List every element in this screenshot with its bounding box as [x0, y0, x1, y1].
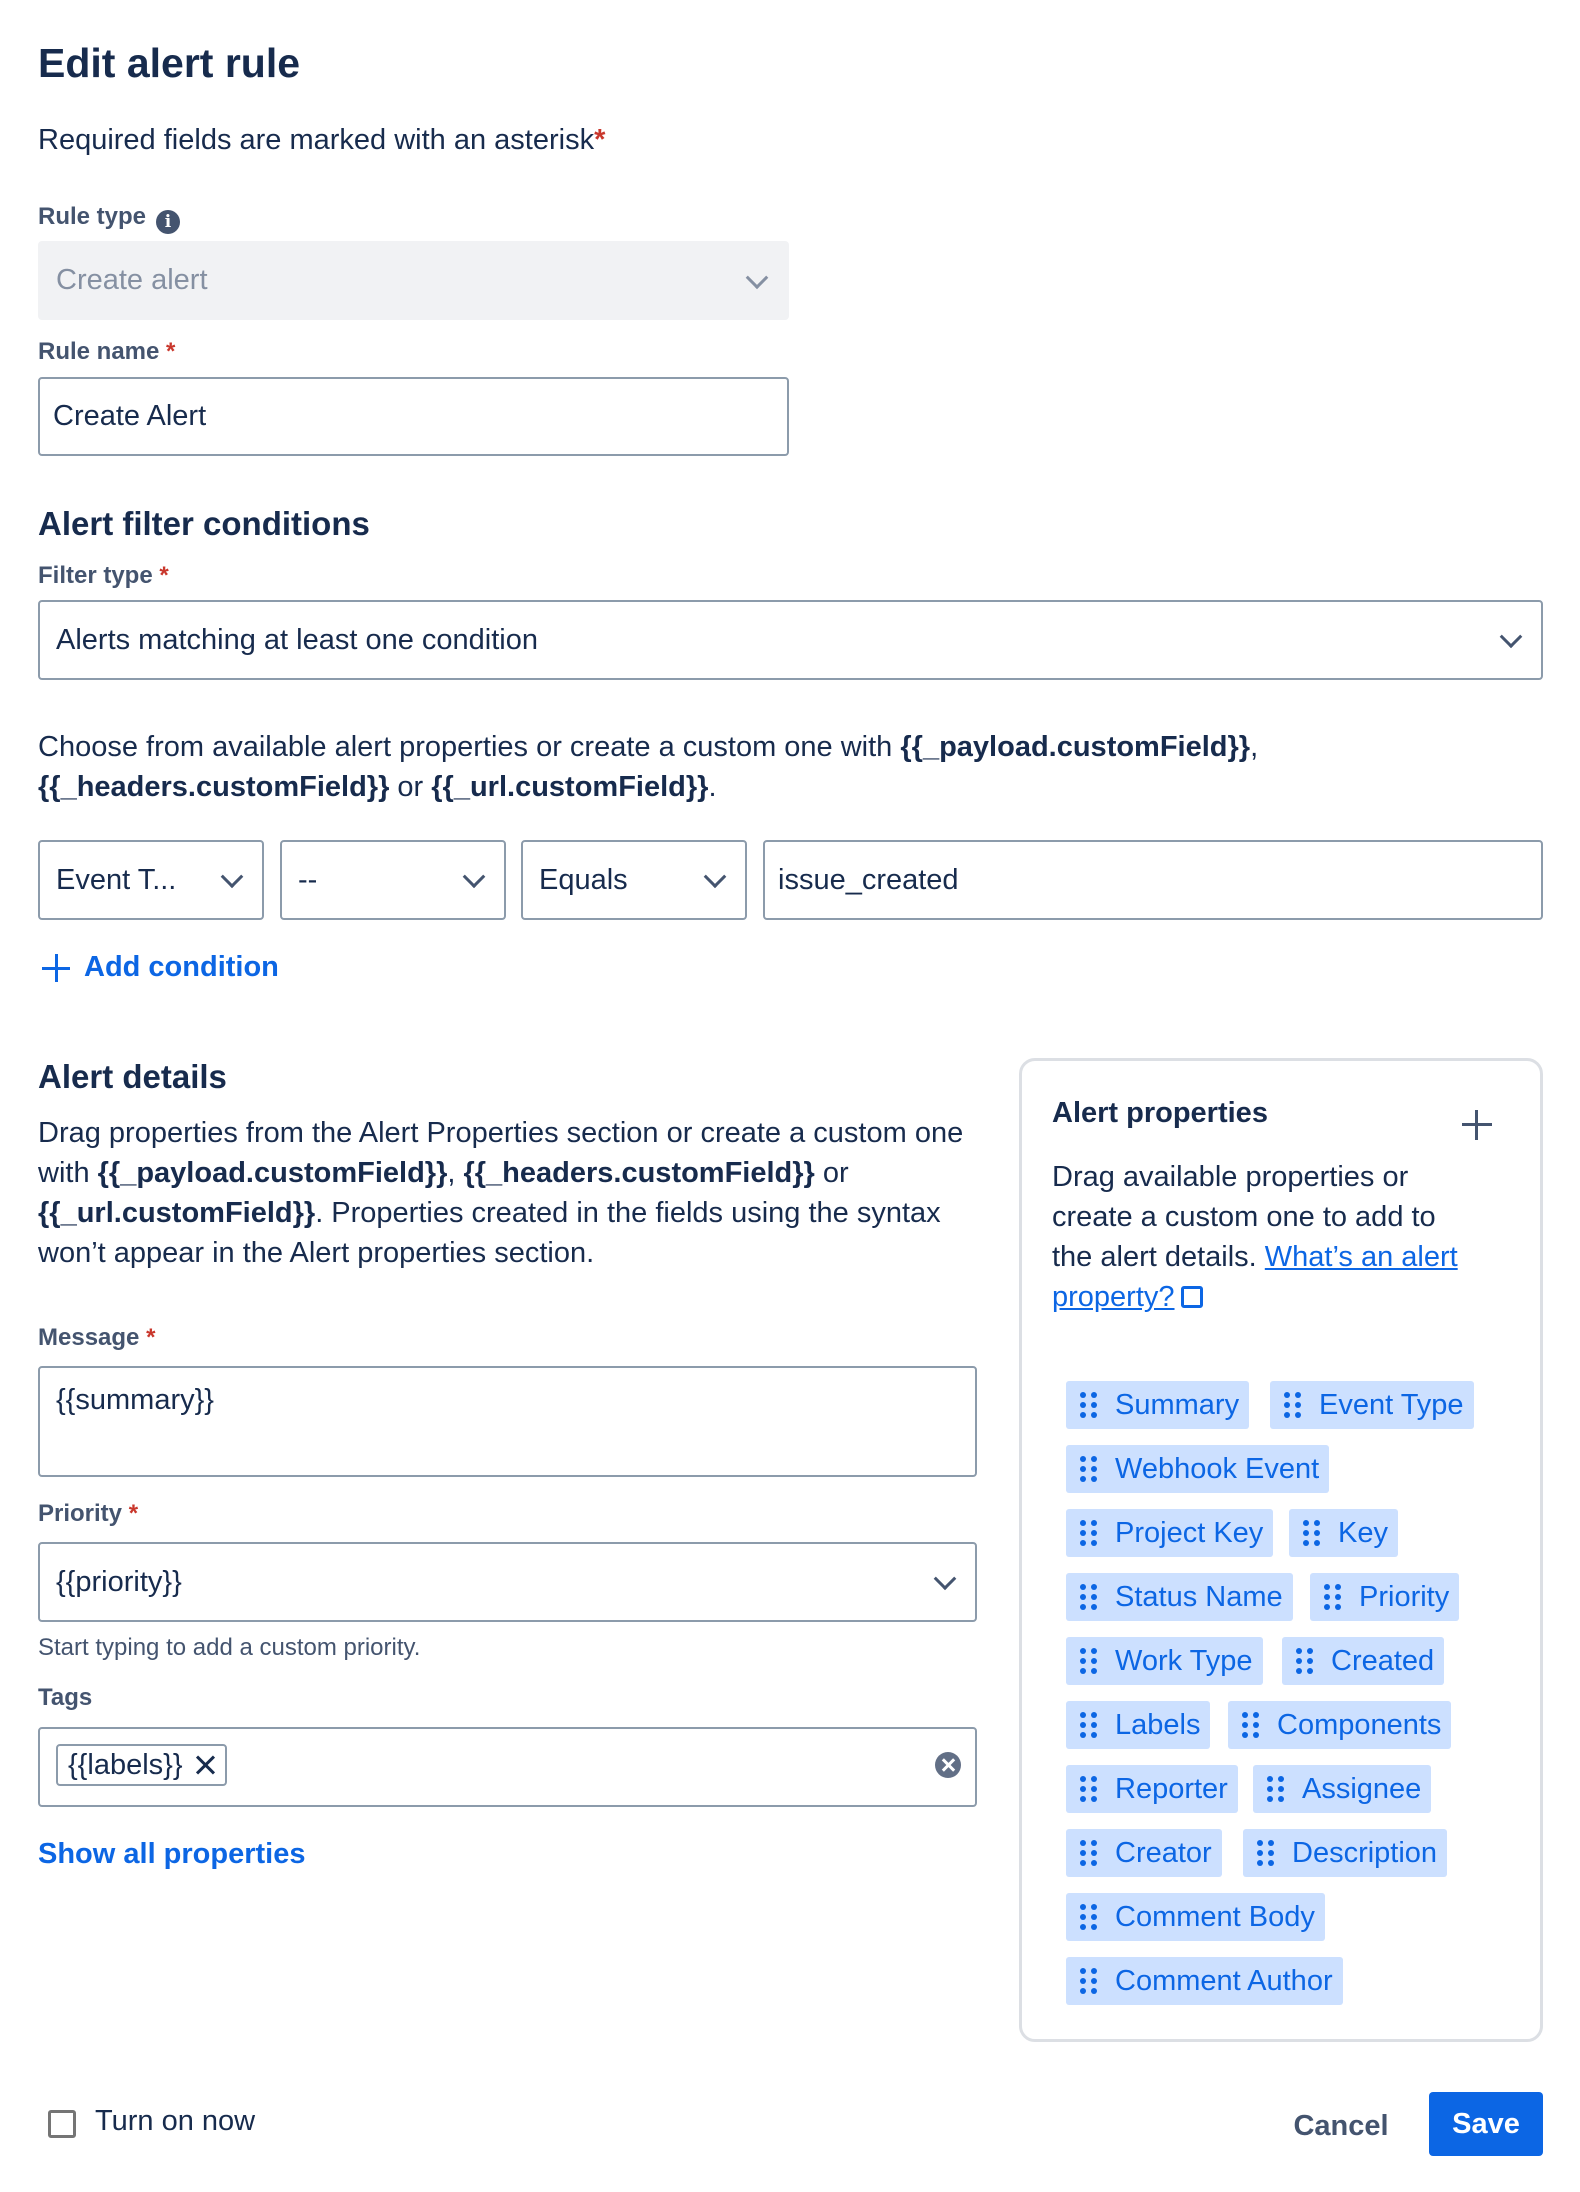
chevron-down-icon — [746, 266, 769, 289]
property-chip[interactable]: Status Name — [1066, 1573, 1293, 1621]
property-chip[interactable]: Assignee — [1253, 1765, 1431, 1813]
property-chip[interactable]: Project Key — [1066, 1509, 1273, 1557]
drag-handle-icon — [1284, 1392, 1301, 1418]
property-chip[interactable]: Event Type — [1270, 1381, 1474, 1429]
rule-name-input[interactable] — [38, 377, 789, 456]
drag-handle-icon — [1080, 1520, 1097, 1546]
drag-handle-icon — [1080, 1456, 1097, 1482]
condition-property-value: Event T... — [56, 863, 177, 896]
drag-handle-icon — [1242, 1712, 1259, 1738]
condition-value-input[interactable] — [763, 840, 1543, 920]
add-property-icon[interactable] — [1462, 1110, 1492, 1140]
details-heading: Alert details — [38, 1058, 227, 1095]
drag-handle-icon — [1080, 1712, 1097, 1738]
priority-select[interactable] — [38, 1542, 977, 1622]
panel-description: Drag available properties or create a custom one to add to the alert details. What’s an alert property? — [1052, 1161, 1458, 1313]
message-value: {{summary}} — [56, 1384, 214, 1416]
property-chip[interactable]: Description — [1243, 1829, 1447, 1877]
rule-type-value: Create alert — [56, 264, 208, 296]
property-chip[interactable]: Labels — [1066, 1701, 1210, 1749]
property-chip[interactable]: Priority — [1310, 1573, 1459, 1621]
filter-type-value: Alerts matching at least one condition — [56, 623, 538, 656]
chevron-down-icon — [463, 865, 486, 888]
drag-handle-icon — [1080, 1392, 1097, 1418]
property-chip[interactable]: Creator — [1066, 1829, 1222, 1877]
property-chip[interactable]: Webhook Event — [1066, 1445, 1329, 1493]
message-textarea[interactable] — [38, 1366, 977, 1477]
property-chip[interactable]: Comment Author — [1066, 1957, 1343, 2005]
drag-handle-icon — [1080, 1840, 1097, 1866]
alert-property-help-link[interactable]: What’s an alert property? — [1052, 1241, 1458, 1313]
condition-modifier-value: -- — [298, 863, 318, 896]
required-asterisk: * — [594, 124, 606, 156]
property-chip[interactable]: Comment Body — [1066, 1893, 1325, 1941]
condition-modifier-select[interactable] — [280, 840, 506, 920]
drag-handle-icon — [1080, 1648, 1097, 1674]
tags-label: Tags — [38, 1684, 93, 1711]
drag-handle-icon — [1303, 1520, 1320, 1546]
priority-hint: Start typing to add a custom priority. — [38, 1634, 421, 1661]
cancel-button[interactable]: Cancel — [1274, 2094, 1408, 2158]
chevron-down-icon — [1500, 625, 1523, 648]
condition-property-select[interactable] — [38, 840, 264, 920]
filter-heading: Alert filter conditions — [38, 505, 370, 542]
priority-label: Priority * — [38, 1500, 139, 1527]
turn-on-checkbox[interactable] — [48, 2110, 76, 2138]
drag-handle-icon — [1080, 1776, 1097, 1802]
save-button[interactable]: Save — [1429, 2092, 1543, 2156]
add-condition-button[interactable]: Add condition — [42, 951, 279, 984]
drag-handle-icon — [1296, 1648, 1313, 1674]
drag-handle-icon — [1080, 1904, 1097, 1930]
remove-tag-icon[interactable] — [195, 1755, 215, 1775]
turn-on-label[interactable]: Turn on now — [95, 2105, 256, 2137]
filter-type-select[interactable] — [38, 600, 1543, 680]
show-all-properties-link[interactable]: Show all properties — [38, 1838, 306, 1870]
chevron-down-icon — [704, 865, 727, 888]
property-chip[interactable]: Work Type — [1066, 1637, 1263, 1685]
filter-description: Choose from available alert properties or create a custom one with {{_payload.customField}}, {{_headers.customField}} or {{_url.customField}}. — [38, 731, 1259, 803]
property-chip[interactable]: Reporter — [1066, 1765, 1238, 1813]
property-chip[interactable]: Key — [1289, 1509, 1398, 1557]
property-chip[interactable]: Components — [1228, 1701, 1451, 1749]
property-chip[interactable]: Summary — [1066, 1381, 1249, 1429]
rule-name-value: Create Alert — [53, 400, 207, 432]
filter-type-label: Filter type * — [38, 562, 169, 589]
property-chip[interactable]: Created — [1282, 1637, 1444, 1685]
drag-handle-icon — [1080, 1584, 1097, 1610]
chevron-down-icon — [221, 865, 244, 888]
drag-handle-icon — [1080, 1968, 1097, 1994]
drag-handle-icon — [1324, 1584, 1341, 1610]
drag-handle-icon — [1267, 1776, 1284, 1802]
chevron-down-icon — [934, 1567, 957, 1590]
info-icon[interactable]: i — [156, 210, 180, 234]
plus-icon — [42, 954, 70, 982]
rule-name-label: Rule name * — [38, 338, 176, 365]
drag-handle-icon — [1257, 1840, 1274, 1866]
required-note: Required fields are marked with an asterisk* — [38, 124, 606, 156]
external-link-icon — [1181, 1286, 1203, 1308]
clear-icon[interactable] — [935, 1752, 961, 1778]
condition-operator-select[interactable] — [521, 840, 747, 920]
priority-value: {{priority}} — [56, 1565, 182, 1598]
rule-type-label: Rule type i — [38, 203, 180, 234]
condition-value: issue_created — [778, 863, 959, 896]
panel-title: Alert properties — [1052, 1097, 1268, 1129]
rule-type-select — [38, 241, 789, 320]
message-label: Message * — [38, 1324, 156, 1351]
details-description: Drag properties from the Alert Properties section or create a custom one with {{_payload.customField}}, {{_headers.customField}} or {{_url.customField}}. Properties created in the fields using the syntax won’t appear in the Alert properties section. — [38, 1117, 964, 1269]
condition-operator-value: Equals — [539, 863, 628, 896]
tag-chip: {{labels}} — [56, 1744, 227, 1786]
dialog-title: Edit alert rule — [38, 40, 301, 86]
